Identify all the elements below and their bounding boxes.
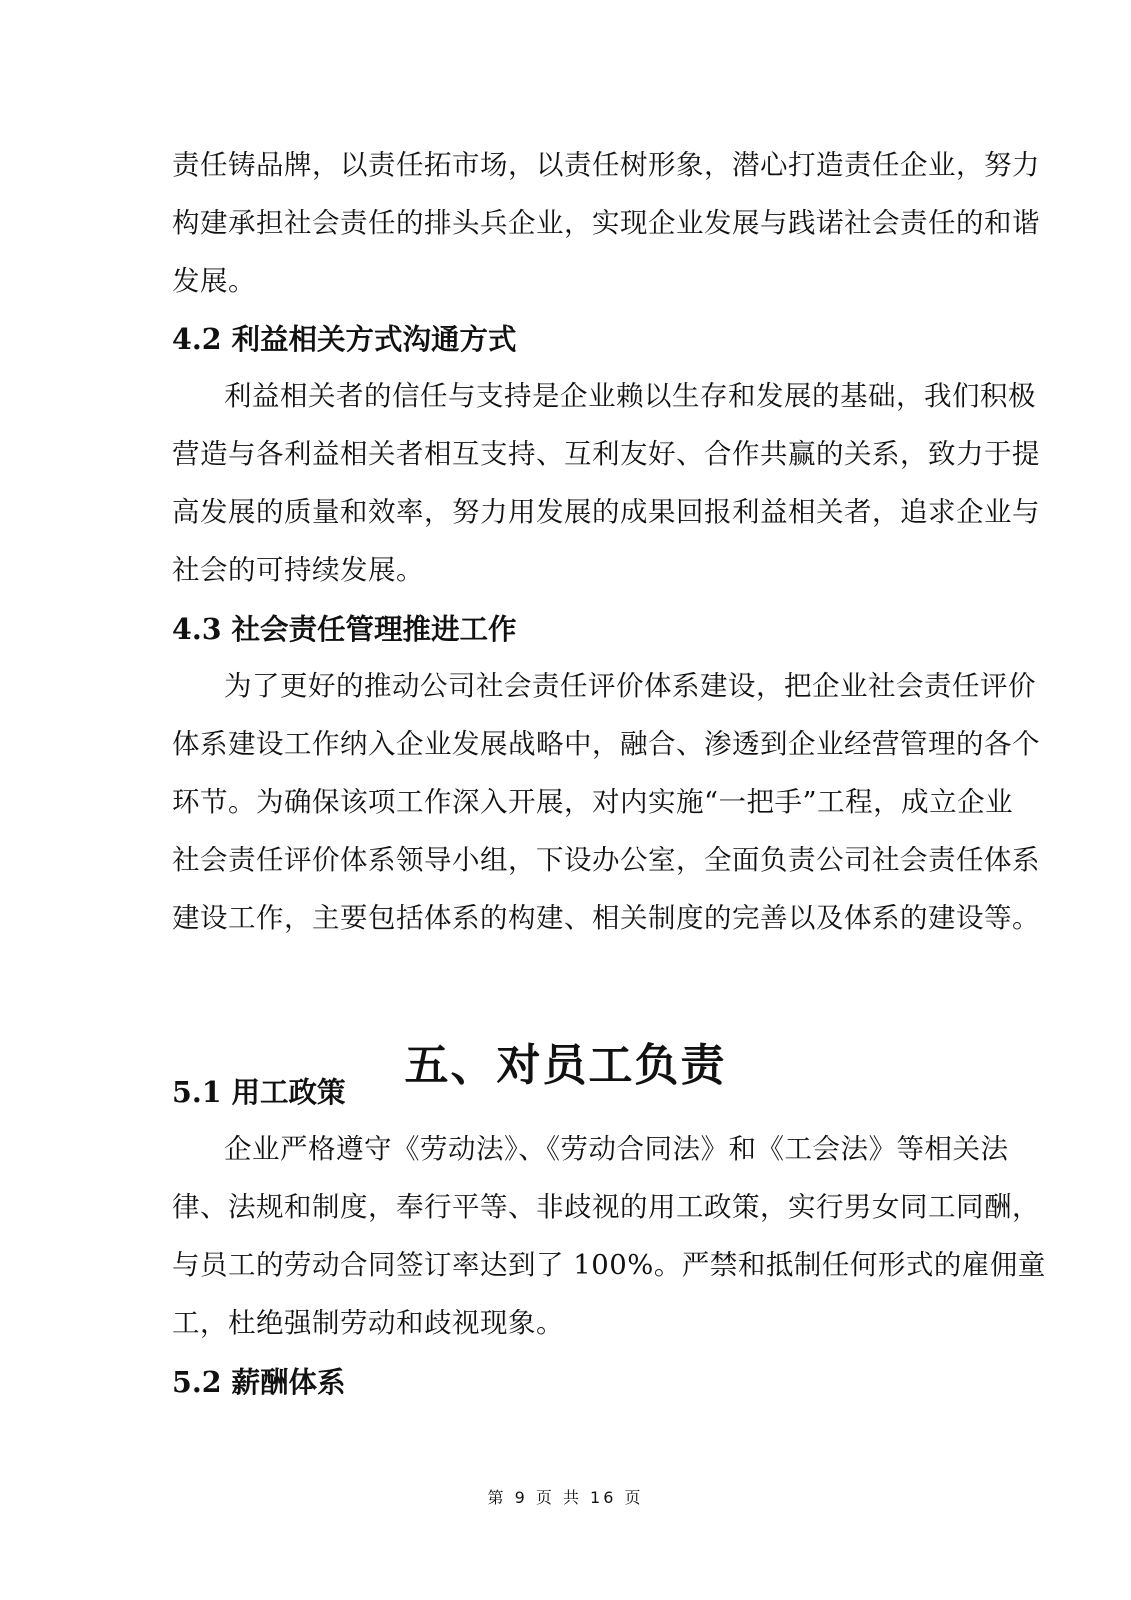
body-text-line: 责任铸品牌，以责任拓市场，以责任树形象，潜心打造责任企业，努力 (172, 149, 1040, 181)
body-text-line: 高发展的质量和效率，努力用发展的成果回报利益相关者，追求企业与 (172, 496, 1040, 528)
body-text-line: 与员工的劳动合同签订率达到了 100%。严禁和抵制任何形式的雇佣童 (172, 1249, 1046, 1281)
body-text-line: 为了更好的推动公司社会责任评价体系建设，把企业社会责任评价 (224, 670, 1036, 702)
body-text-line: 利益相关者的信任与支持是企业赖以生存和发展的基础，我们积极 (224, 380, 1036, 412)
body-text-line: 建设工作，主要包括体系的构建、相关制度的完善以及体系的建设等。 (172, 902, 1040, 934)
section-heading-5-2: 5.2 薪酬体系 (172, 1365, 346, 1399)
body-text-line: 体系建设工作纳入企业发展战略中，融合、渗透到企业经营管理的各个 (172, 728, 1040, 760)
section-heading-4-2: 4.2 利益相关方式沟通方式 (172, 322, 517, 356)
body-text-line: 发展。 (172, 265, 256, 297)
body-text-line: 工，杜绝强制劳动和歧视现象。 (172, 1307, 564, 1339)
page-number-footer: 第 9 页 共 16 页 (487, 1488, 644, 1507)
body-text-line: 社会责任评价体系领导小组，下设办公室，全面负责公司社会责任体系 (172, 844, 1040, 876)
body-text-line: 企业严格遵守《劳动法》、《劳动合同法》和《工会法》等相关法 (224, 1133, 1009, 1165)
section-heading-5-1: 5.1 用工政策 (172, 1075, 346, 1109)
body-text-line: 环节。为确保该项工作深入开展，对内实施“一把手”工程，成立企业 (172, 786, 1014, 818)
body-text-line: 营造与各利益相关者相互支持、互利友好、合作共赢的关系，致力于提 (172, 438, 1040, 470)
body-text-line: 构建承担社会责任的排头兵企业，实现企业发展与践诺社会责任的和谐 (172, 207, 1040, 239)
body-text-line: 社会的可持续发展。 (172, 554, 424, 586)
chapter-title: 五、对员工负责 (404, 1040, 727, 1091)
body-text-line: 律、法规和制度，奉行平等、非歧视的用工政策，实行男女同工同酬， (172, 1191, 1040, 1223)
section-heading-4-3: 4.3 社会责任管理推进工作 (172, 612, 517, 646)
